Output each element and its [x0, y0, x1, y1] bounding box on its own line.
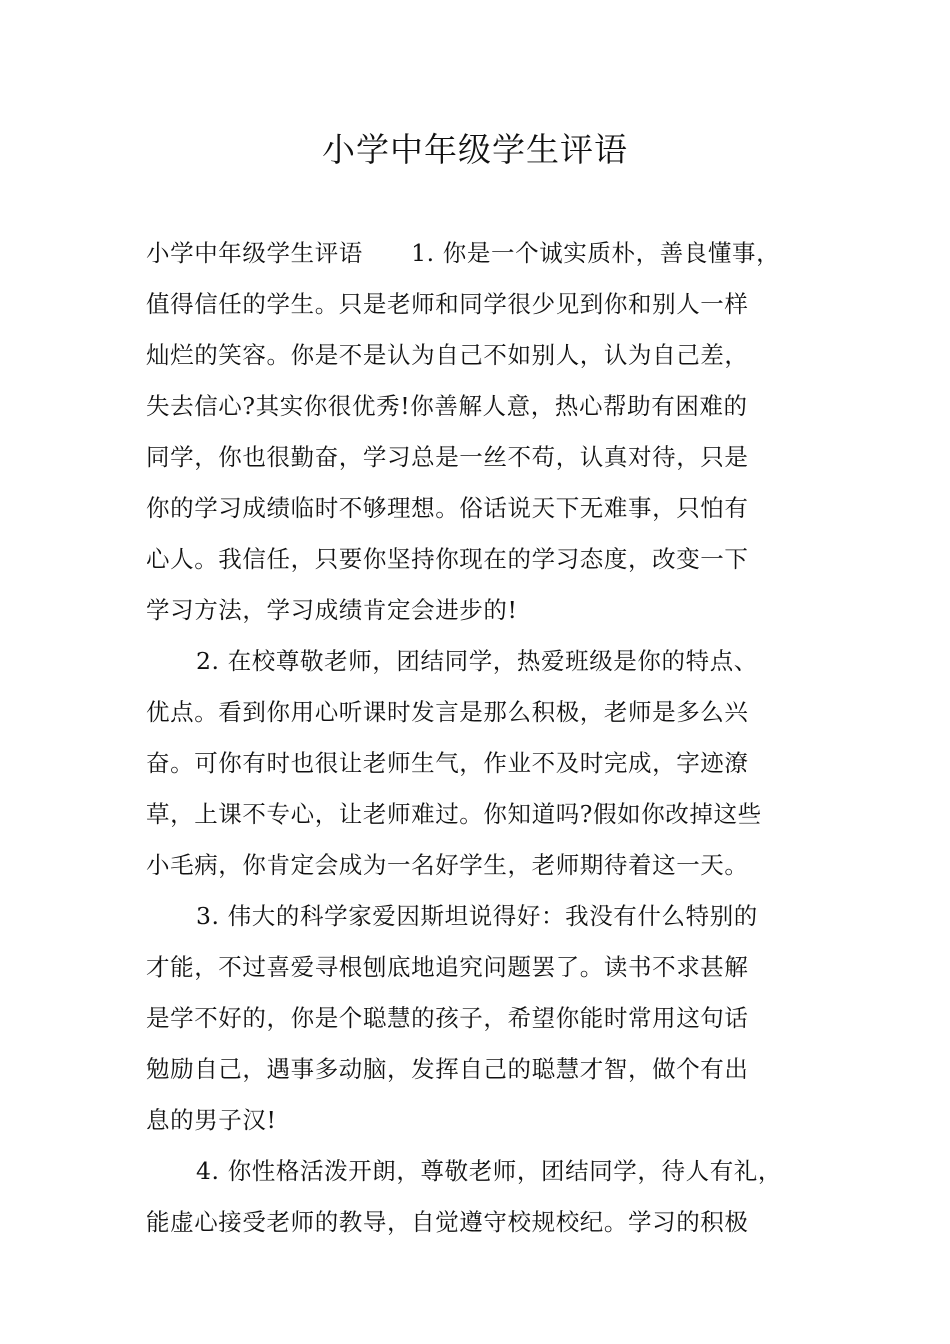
paragraph-start-line: 4. 你性格活泼开朗，尊敬老师，团结同学，待人有礼，: [196, 1157, 782, 1185]
text-line: 勉励自己，遇事多动脑，发挥自己的聪慧才智，做个有出: [146, 1055, 749, 1083]
text-line: 能虚心接受老师的教导，自觉遵守校规校纪。学习的积极: [146, 1208, 749, 1236]
paragraph-start-line: 3. 伟大的科学家爱因斯坦说得好：我没有什么特别的: [196, 902, 758, 930]
text-line: 是学不好的，你是个聪慧的孩子，希望你能时常用这句话: [146, 1004, 749, 1032]
document-title: 小学中年级学生评语: [322, 130, 628, 169]
text-line: 优点。看到你用心听课时发言是那么积极，老师是多么兴: [146, 698, 749, 726]
text-line: 值得信任的学生。只是老师和同学很少见到你和别人一样: [146, 290, 749, 318]
text-line: 失去信心?其实你很优秀!你善解人意，热心帮助有困难的: [146, 392, 748, 420]
text-line: 你的学习成绩临时不够理想。俗话说天下无难事，只怕有: [146, 494, 749, 522]
text-line: 同学，你也很勤奋，学习总是一丝不苟，认真对待，只是: [146, 443, 749, 471]
text-line: 才能，不过喜爱寻根刨底地追究问题罢了。读书不求甚解: [146, 953, 749, 981]
text-line: 学习方法，学习成绩肯定会进步的!: [146, 596, 518, 624]
document-body: [146, 228, 826, 1248]
paragraph-start-line: 2. 在校尊敬老师，团结同学，热爱班级是你的特点、: [196, 647, 758, 675]
text-line: 心人。我信任，只要你坚持你现在的学习态度，改变一下: [146, 545, 749, 573]
text-line: 小学中年级学生评语 1. 你是一个诚实质朴，善良懂事，: [146, 239, 781, 267]
text-line: 草，上课不专心，让老师难过。你知道吗?假如你改掉这些: [146, 800, 762, 828]
text-line: 灿烂的笑容。你是不是认为自己不如别人，认为自己差，: [146, 341, 749, 369]
text-line: 息的男子汉!: [146, 1106, 277, 1134]
text-line: 奋。可你有时也很让老师生气，作业不及时完成，字迹潦: [146, 749, 749, 777]
text-line: 小毛病，你肯定会成为一名好学生，老师期待着这一天。: [146, 851, 749, 879]
